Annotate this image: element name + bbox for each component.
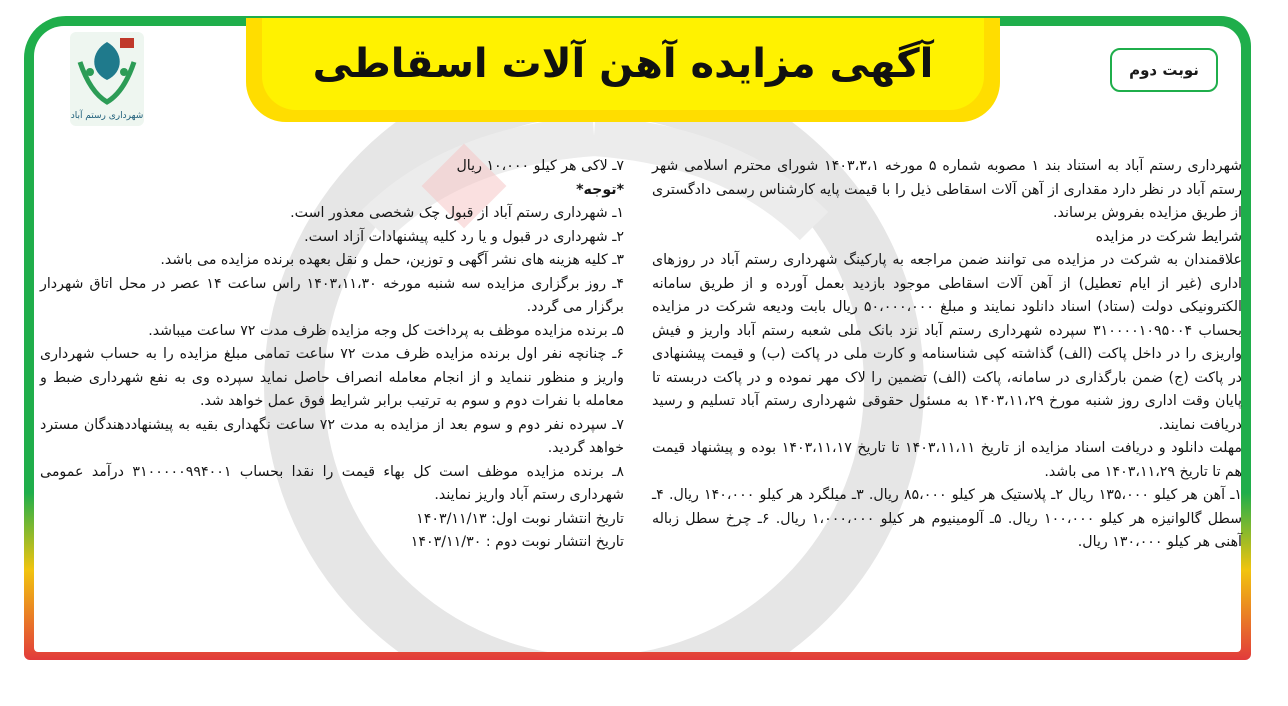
page-title: آگهی مزایده آهن آلات اسقاطی	[312, 41, 934, 87]
logo-text: شهرداری رستم آباد	[70, 111, 144, 121]
list-item: ۶ـ چنانچه نفر اول برنده مزایده ظرف مدت ۷۲ ساعت تمامی مبلغ مزایده را به حساب شهرداری واریز و منظور ننماید و از انجام معامله انصراف حاصل نماید سپرده وی به نفع شهرداری ضبط و معامله با نفرات دوم و سوم به ترتیب برابر شرایط فوق عمل خواهد شد.	[40, 346, 624, 409]
intro-paragraph: شهرداری رستم آباد به استناد بند ۱ مصوبه شماره ۵ مورخه ۱۴۰۳،۳،۱ شورای محترم اسلامی شهر رستم آباد در نظر دارد مقداری از آهن آلات اسقاطی ذیل را با قیمت پایه کارشناس رسمی دادگستری از طریق مزایده بفروش برساند.	[652, 158, 1242, 221]
conditions-heading: شرایط شرکت در مزایده	[1095, 228, 1242, 245]
list-item: ۵ـ برنده مزایده موظف به پرداخت کل وجه مزایده ظرف مدت ۷۲ ساعت میباشد.	[148, 322, 624, 339]
note-heading: *توجه*	[576, 181, 624, 198]
edition-badge: نوبت دوم	[1110, 48, 1218, 92]
list-item: ۴ـ روز برگزاری مزایده سه شنبه مورخه ۱۴۰۳،۱۱،۳۰ راس ساعت ۱۴ عصر در محل اتاق شهردار برگزار می گردد.	[40, 275, 624, 315]
prices-paragraph: ۱ـ آهن هر کیلو ۱۳۵،۰۰۰ ریال ۲ـ پلاستیک هر کیلو ۸۵،۰۰۰ ریال. ۳ـ میلگرد هر کیلو ۱۴۰،۰۰۰ ریال. ۴ـ سطل گالوانیزه هر کیلو ۱۰۰،۰۰۰ ریال. ۵ـ آلومینیوم هر کیلو ۱،۰۰۰،۰۰۰ ریال. ۶ـ چرخ سطل زباله آهنی هر کیلو ۱۳۰،۰۰۰ ریال.	[652, 487, 1243, 550]
list-item: ۷ـ لاکی هر کیلو ۱۰،۰۰۰ ریال	[456, 158, 624, 174]
title-box	[262, 18, 984, 110]
municipality-logo-icon	[70, 32, 144, 126]
right-column	[652, 155, 1242, 555]
list-item: ۲ـ شهرداری در قبول و یا رد کلیه پیشنهادات آزاد است.	[304, 228, 624, 245]
second-publication-date: تاریخ انتشار نوبت دوم : ۱۴۰۳/۱۱/۳۰	[410, 534, 624, 550]
list-item: ۸ـ برنده مزایده موظف است کل بهاء قیمت را نقدا بحساب ۳۱۰۰۰۰۰۹۹۴۰۰۱ درآمد عمومی شهرداری رستم آباد واریز نمایند.	[40, 463, 624, 503]
list-item: ۳ـ کلیه هزینه های نشر آگهی و توزین، حمل و نقل بعهده برنده مزایده می باشد.	[160, 252, 624, 268]
list-item: ۷ـ سپرده نفر دوم و سوم بعد از مزایده به مدت ۷۲ ساعت نگهداری بقیه به پیشنهاددهندگان مسترد خواهد گردید.	[40, 416, 624, 456]
left-column	[40, 155, 624, 555]
first-publication-date: تاریخ انتشار نوبت اول: ۱۴۰۳/۱۱/۱۳	[416, 510, 624, 527]
deadline-paragraph: مهلت دانلود و دریافت اسناد مزایده از تاریخ ۱۴۰۳،۱۱،۱۱ تا تاریخ ۱۴۰۳،۱۱،۱۷ بوده و پیشنهاد قیمت هم تا تاریخ ۱۴۰۳،۱۱،۲۹ می باشد.	[652, 440, 1243, 480]
list-item: ۱ـ شهرداری رستم آباد از قبول چک شخصی معذور است.	[290, 205, 624, 221]
conditions-paragraph: علاقمندان به شرکت در مزایده می توانند ضمن مراجعه به پارکینگ شهرداری رستم آباد در روزهای اداری (غیر از ایام تعطیل) از آهن آلات اسقاطی موجود بازدید بعمل آورده و از طریق سامانه الکترونیکی دولت (ستاد) اسناد دانلود نمایند و مبلغ ۵۰،۰۰۰،۰۰۰ ریال بابت ودیعه شرکت در مزایده بحساب ۳۱۰۰۰۰۱۰۹۵۰۰۴ سپرده شهرداری رستم آباد نزد بانک ملی شعبه رستم آباد واریز و فیش واریزی را در داخل پاکت (الف) گذاشته کپی شناسنامه و کارت ملی در پاکت (ب) و قیمت پیشنهادی در پاکت (ج) ضمن بارگذاری در سامانه، پاکت (الف) تضمین را لاک مهر نموده و در پاکت دربسته تا پایان وقت اداری روز شنبه مورخ ۱۴۰۳،۱۱،۲۹ به مسئول حقوقی شهرداری رستم آباد تسلیم و رسید دریافت نمایند.	[652, 252, 1243, 433]
